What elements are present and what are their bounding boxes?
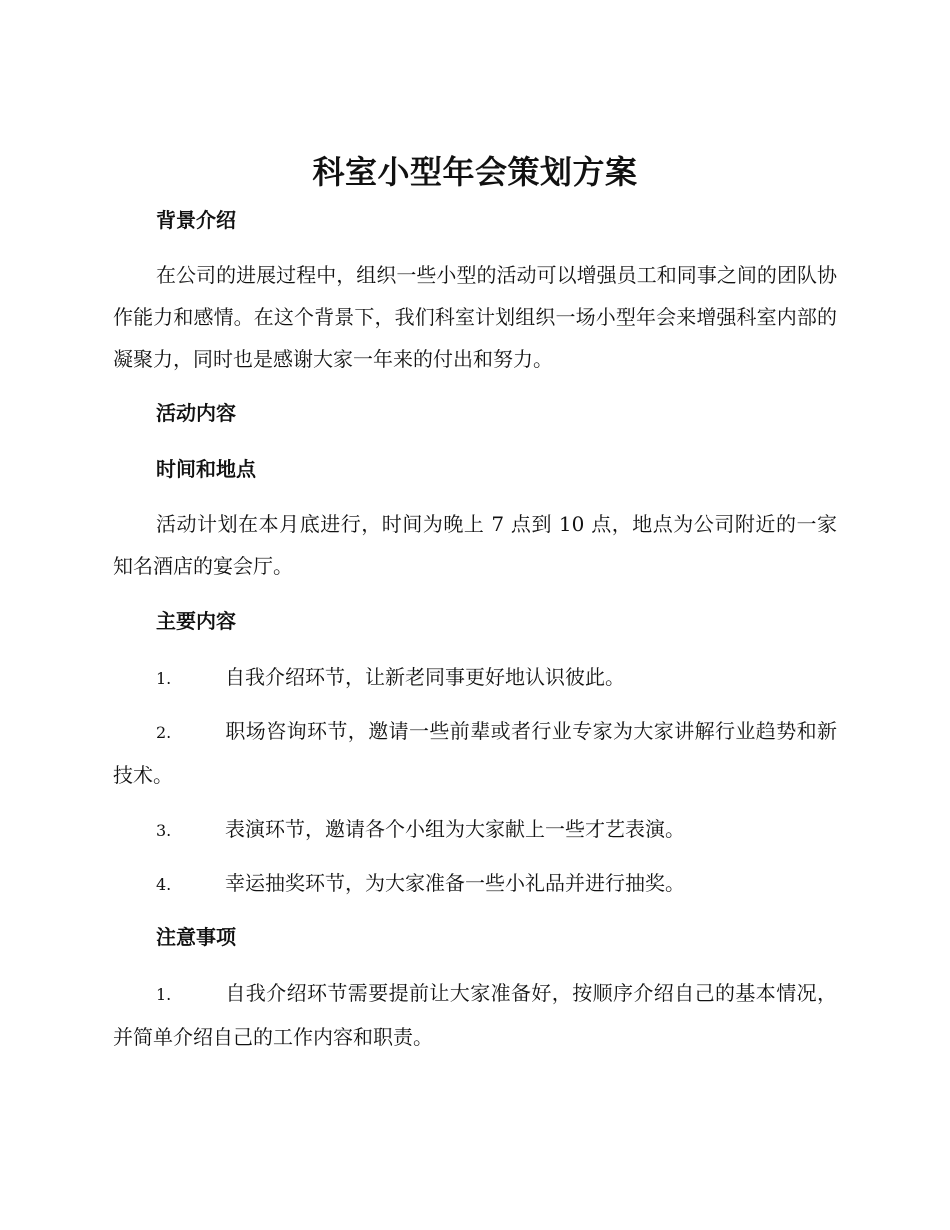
section-heading-background: 背景介绍 [156, 208, 236, 232]
list-item-number: 3. [156, 821, 172, 840]
main-content-item [113, 656, 837, 700]
section-heading-time-place: 时间和地点 [156, 457, 256, 481]
list-item-text: 幸运抽奖环节，为大家准备一些小礼品并进行抽奖。 [225, 871, 685, 895]
main-content-item [113, 808, 837, 852]
list-item-number: 2. [156, 723, 172, 742]
list-item-text: 表演环节，邀请各个小组为大家献上一些才艺表演。 [225, 817, 685, 841]
list-item-text: 自我介绍环节需要提前让大家准备好，按顺序介绍自己的基本情况，并简单介绍自己的工作内容和职责。 [113, 981, 837, 1049]
main-content-item [113, 862, 837, 906]
list-item-text: 职场咨询环节，邀请一些前辈或者行业专家为大家讲解行业趋势和新技术。 [113, 719, 837, 787]
section-heading-notes: 注意事项 [156, 925, 236, 949]
list-item-number: 1. [156, 669, 172, 688]
section-heading-activity: 活动内容 [156, 401, 236, 425]
list-item-number: 1. [156, 985, 172, 1004]
main-content-item [113, 710, 837, 796]
time-place-paragraph: 活动计划在本月底进行，时间为晚上 7 点到 10 点，地点为公司附近的一家知名酒店的宴会厅。 [113, 512, 837, 578]
document-title: 科室小型年会策划方案 [312, 153, 638, 191]
notes-item [113, 972, 837, 1058]
section-heading-main-content: 主要内容 [156, 609, 236, 633]
background-paragraph: 在公司的进展过程中，组织一些小型的活动可以增强员工和同事之间的团队协作能力和感情。在这个背景下，我们科室计划组织一场小型年会来增强科室内部的凝聚力，同时也是感谢大家一年来的付出和努力。 [113, 263, 837, 371]
list-item-number: 4. [156, 875, 172, 894]
list-item-text: 自我介绍环节，让新老同事更好地认识彼此。 [225, 665, 625, 689]
